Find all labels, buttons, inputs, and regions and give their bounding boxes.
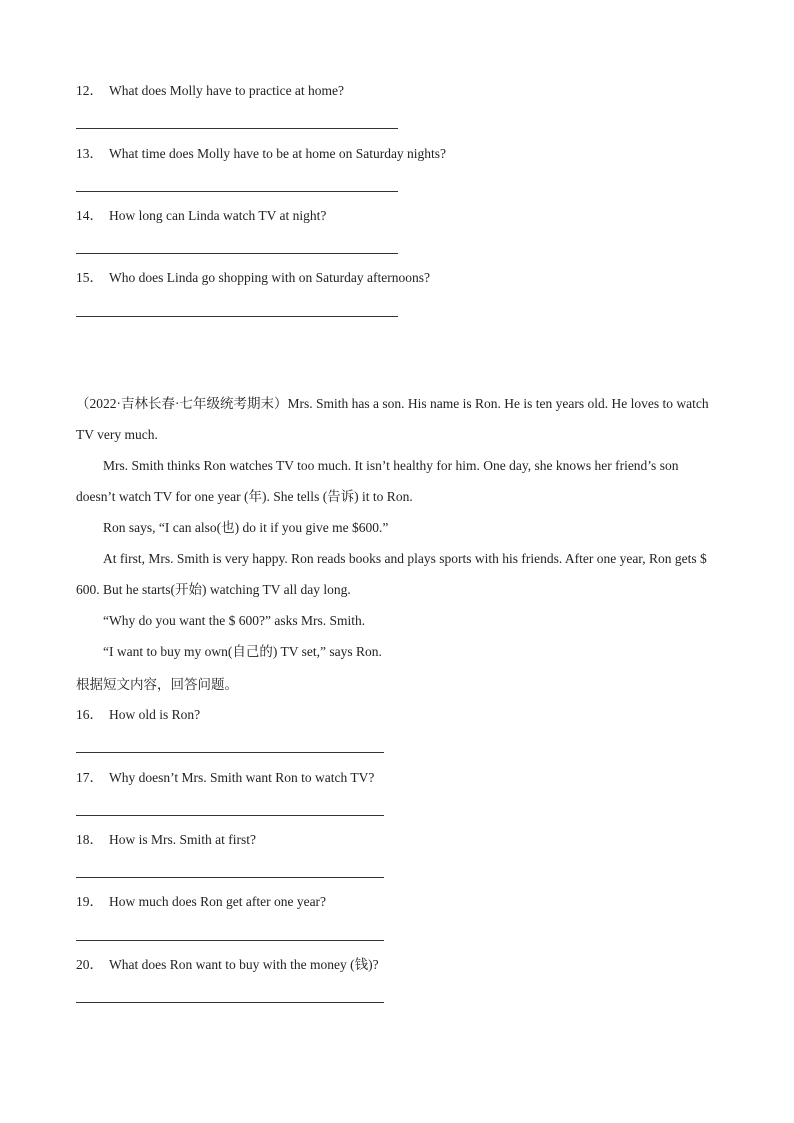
- question-16: [76, 706, 200, 724]
- question-19: [76, 893, 326, 911]
- reading-passage: [76, 388, 716, 667]
- question-13: [76, 145, 446, 163]
- answer-line-17[interactable]: [76, 815, 384, 816]
- question-number: 13．: [76, 146, 103, 161]
- question-12: [76, 82, 344, 100]
- question-text: How long can Linda watch TV at night?: [109, 208, 327, 223]
- answer-line-16[interactable]: [76, 752, 384, 753]
- question-text: Who does Linda go shopping with on Saturday afternoons?: [109, 270, 430, 285]
- answer-line-12[interactable]: [76, 128, 398, 129]
- question-17: [76, 769, 374, 787]
- question-text: How much does Ron get after one year?: [109, 894, 327, 909]
- answer-line-15[interactable]: [76, 316, 398, 317]
- question-15: [76, 269, 430, 287]
- question-number: 14．: [76, 208, 103, 223]
- instruction-text: 根据短文内容，回答问题。: [76, 677, 238, 692]
- question-text: What does Ron want to buy with the money (钱)?: [109, 957, 379, 972]
- question-number: 16．: [76, 707, 103, 722]
- passage-paragraph-2: Mrs. Smith thinks Ron watches TV too much. It isn’t healthy for him. One day, she knows her friend’s son doesn’t watch TV for one year (年). She tells (告诉) it to Ron.: [76, 458, 679, 504]
- question-number: 18．: [76, 832, 103, 847]
- question-number: 19．: [76, 894, 103, 909]
- question-text: What does Molly have to practice at home?: [109, 83, 345, 98]
- question-20: [76, 956, 379, 974]
- passage-paragraph-5: “Why do you want the $ 600?” asks Mrs. Smith.: [103, 613, 366, 628]
- answer-line-20[interactable]: [76, 1002, 384, 1003]
- passage-paragraph-1: [76, 388, 716, 450]
- question-text: How is Mrs. Smith at first?: [109, 832, 256, 847]
- question-number: 12．: [76, 83, 103, 98]
- passage-paragraph-3: Ron says, “I can also(也) do it if you give me $600.”: [103, 520, 389, 535]
- question-text: How old is Ron?: [109, 707, 201, 722]
- question-text: What time does Molly have to be at home on Saturday nights?: [109, 146, 447, 161]
- question-number: 20．: [76, 957, 103, 972]
- question-number: 17．: [76, 770, 103, 785]
- question-14: [76, 207, 326, 225]
- answer-line-14[interactable]: [76, 253, 398, 254]
- answer-line-19[interactable]: [76, 940, 384, 941]
- answer-line-13[interactable]: [76, 191, 398, 192]
- passage-paragraph-6: “I want to buy my own(自己的) TV set,” says Ron.: [103, 644, 382, 659]
- passage-source: （2022·吉林长春·七年级统考期末）: [76, 396, 288, 411]
- answer-line-18[interactable]: [76, 877, 384, 878]
- question-number: 15．: [76, 270, 103, 285]
- question-18: [76, 831, 256, 849]
- passage-paragraph-4: At first, Mrs. Smith is very happy. Ron reads books and plays sports with his friends. After one year, Ron gets $ 600. But he starts(开始) watching TV all day long.: [76, 551, 707, 597]
- question-text: Why doesn’t Mrs. Smith want Ron to watch TV?: [109, 770, 375, 785]
- passage-text: Mrs. Smith has a son. His name is Ron. He is ten years old. He loves to watch TV very much.: [76, 396, 709, 442]
